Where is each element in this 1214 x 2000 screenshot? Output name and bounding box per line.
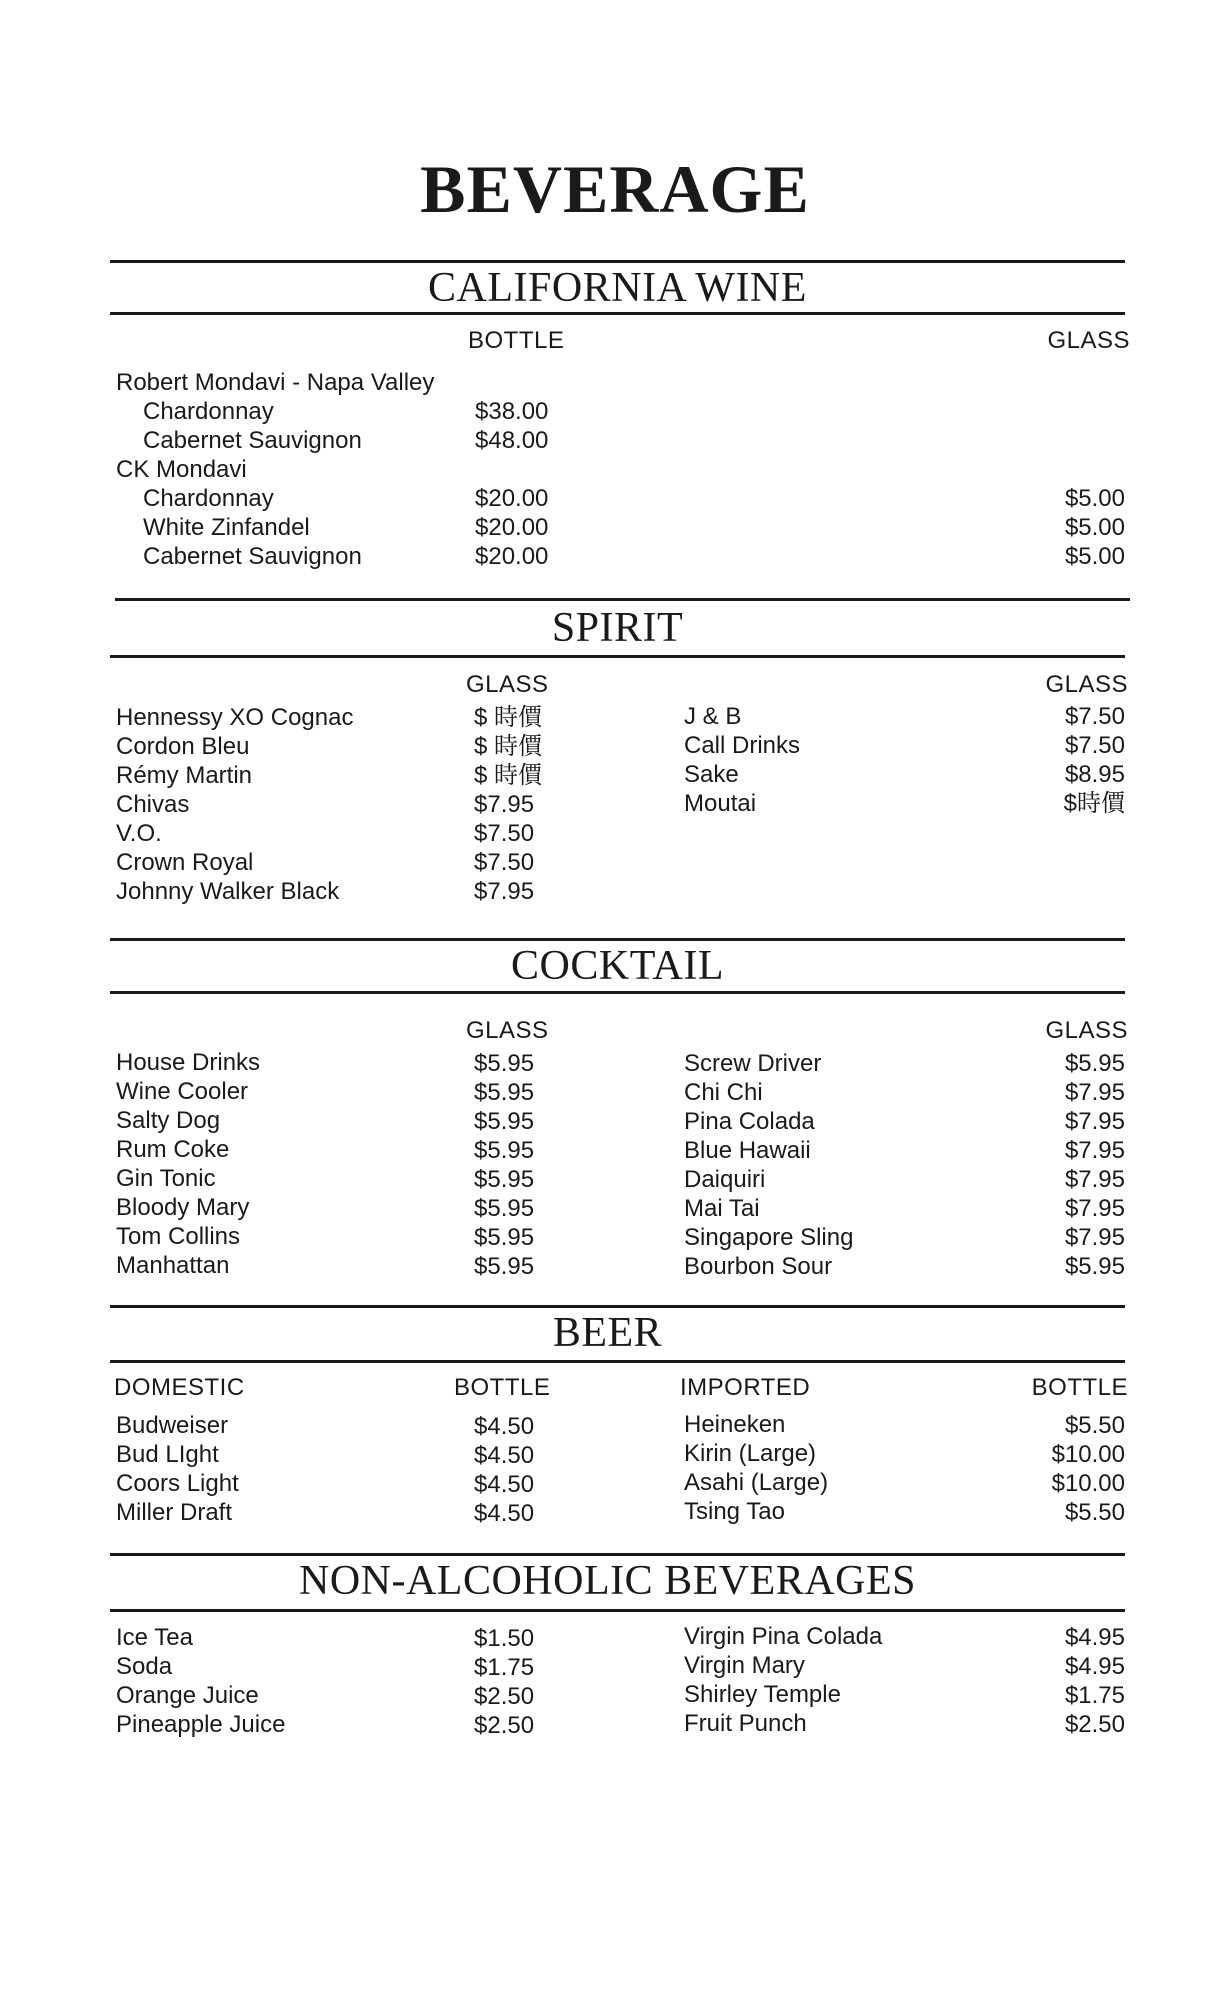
menu-item-name: Call Drinks	[684, 732, 801, 759]
menu-item-name: Cordon Bleu	[116, 733, 250, 760]
menu-item-price: $5.50	[1064, 1499, 1125, 1526]
menu-item-price: $7.95	[1064, 1166, 1125, 1193]
menu-item-name: Pina Colada	[684, 1108, 815, 1135]
menu-item-price: $5.95	[1064, 1050, 1125, 1077]
menu-item-price: $4.50	[474, 1471, 535, 1498]
menu-item-price: $7.95	[474, 878, 535, 905]
menu-item-price: $5.50	[1064, 1412, 1125, 1439]
menu-item-price: $4.95	[1064, 1624, 1125, 1651]
wine-glass-price-column	[1000, 368, 1125, 571]
cocktail-left-glass-header: GLASS	[466, 1017, 549, 1044]
cocktail-left-price-column	[474, 1049, 534, 1281]
menu-item-price: $時價	[1063, 790, 1125, 817]
page-title: BEVERAGE	[420, 151, 810, 227]
menu-item-name: Bud LIght	[116, 1441, 219, 1468]
menu-item-name: Moutai	[684, 790, 757, 817]
nonalc-right-price-column	[1000, 1623, 1125, 1739]
menu-item-price	[1000, 426, 1125, 455]
menu-item-name: Salty Dog	[116, 1107, 221, 1134]
menu-item-price: $7.50	[474, 849, 535, 876]
menu-item-price: $7.50	[1064, 732, 1125, 759]
menu-item-name: Cabernet Sauvignon	[143, 427, 362, 454]
menu-item-price: $5.95	[474, 1195, 535, 1222]
beer-domestic-header: DOMESTIC	[114, 1374, 245, 1401]
cocktail-right-price-column	[1000, 1049, 1125, 1281]
section-divider	[110, 1305, 1125, 1308]
section-heading-cocktail: COCKTAIL	[511, 943, 724, 989]
menu-item-price: $20.00	[475, 543, 549, 570]
menu-item-name: Budweiser	[116, 1412, 229, 1439]
section-divider	[115, 598, 1130, 601]
menu-item-price: $5.00	[1064, 485, 1125, 512]
menu-item-name: Chardonnay	[143, 398, 274, 425]
cocktail-right-glass-header: GLASS	[1045, 1017, 1128, 1044]
menu-item-name: Bloody Mary	[116, 1194, 250, 1221]
section-heading-nonalcoholic: NON-ALCOHOLIC BEVERAGES	[299, 1558, 916, 1604]
menu-item-price: $7.95	[1064, 1108, 1125, 1135]
menu-item-name: Asahi (Large)	[684, 1469, 829, 1496]
menu-item-name: CK Mondavi	[116, 456, 247, 483]
menu-item-name: Singapore Sling	[684, 1224, 854, 1251]
wine-name-column	[116, 368, 434, 571]
menu-item-name: House Drinks	[116, 1049, 261, 1076]
beer-imported-name-column	[684, 1410, 828, 1526]
menu-item-price: $48.00	[475, 427, 549, 454]
menu-item-price: $10.00	[1051, 1470, 1125, 1497]
menu-item-price: $ 時價	[474, 762, 543, 789]
menu-item-price: $7.95	[1064, 1195, 1125, 1222]
section-divider	[110, 1360, 1125, 1363]
menu-item-price: $4.50	[474, 1442, 535, 1469]
menu-item-price: $5.95	[474, 1166, 535, 1193]
menu-item-name: Soda	[116, 1653, 173, 1680]
menu-item-name: Heineken	[684, 1411, 786, 1438]
menu-item-price: $1.50	[474, 1625, 535, 1652]
menu-item-name: Crown Royal	[116, 849, 254, 876]
menu-item-price: $5.00	[1064, 514, 1125, 541]
wine-glass-header: GLASS	[1047, 327, 1130, 354]
spirit-right-glass-header: GLASS	[1045, 671, 1128, 698]
menu-item-price: $7.95	[474, 791, 535, 818]
beer-domestic-bottle-header: BOTTLE	[454, 1374, 551, 1401]
nonalc-right-name-column	[684, 1622, 882, 1738]
menu-item-price: $ 時價	[474, 733, 543, 760]
menu-item-price	[475, 455, 548, 484]
menu-item-name: Fruit Punch	[684, 1710, 807, 1737]
section-divider	[110, 1609, 1125, 1612]
section-divider	[110, 1553, 1125, 1556]
menu-item-price: $1.75	[1064, 1682, 1125, 1709]
menu-item-name: Rum Coke	[116, 1136, 230, 1163]
menu-item-name: Mai Tai	[684, 1195, 760, 1222]
menu-item-name: Blue Hawaii	[684, 1137, 811, 1164]
menu-item-price: $2.50	[474, 1712, 535, 1739]
menu-item-price: $7.50	[1064, 703, 1125, 730]
menu-item-price: $38.00	[475, 398, 549, 425]
menu-item-name: Daiquiri	[684, 1166, 766, 1193]
menu-item-name: V.O.	[116, 820, 162, 847]
menu-item-name: Chi Chi	[684, 1079, 763, 1106]
menu-item-price: $5.95	[474, 1253, 535, 1280]
menu-item-price: $7.95	[1064, 1224, 1125, 1251]
menu-item-price: $4.50	[474, 1500, 535, 1527]
menu-item-price: $5.95	[474, 1108, 535, 1135]
spirit-right-price-column	[1000, 702, 1125, 818]
menu-item-price: $5.95	[474, 1050, 535, 1077]
menu-item-name: Pineapple Juice	[116, 1711, 286, 1738]
menu-item-price: $4.50	[474, 1413, 535, 1440]
menu-item-price: $5.95	[474, 1224, 535, 1251]
menu-item-name: Wine Cooler	[116, 1078, 249, 1105]
wine-bottle-header: BOTTLE	[468, 327, 565, 354]
menu-item-name: Bourbon Sour	[684, 1253, 833, 1280]
menu-item-price: $1.75	[474, 1654, 535, 1681]
menu-item-name: White Zinfandel	[143, 514, 310, 541]
menu-item-name: Ice Tea	[116, 1624, 193, 1651]
menu-item-price: $20.00	[475, 485, 549, 512]
menu-item-name: Tom Collins	[116, 1223, 241, 1250]
menu-item-name: Johnny Walker Black	[116, 878, 340, 905]
section-heading-beer: BEER	[552, 1310, 663, 1356]
menu-item-price: $ 時價	[474, 704, 543, 731]
spirit-right-name-column	[684, 702, 800, 818]
section-divider	[110, 260, 1125, 263]
menu-item-name: Robert Mondavi - Napa Valley	[116, 369, 435, 396]
menu-item-name: Gin Tonic	[116, 1165, 216, 1192]
menu-item-name: Virgin Pina Colada	[684, 1623, 883, 1650]
menu-item-price: $20.00	[475, 514, 549, 541]
beer-imported-header: IMPORTED	[680, 1374, 811, 1401]
section-divider	[110, 991, 1125, 994]
menu-item-name: Tsing Tao	[684, 1498, 785, 1525]
menu-item-price	[475, 368, 548, 397]
cocktail-left-name-column	[116, 1048, 260, 1280]
section-heading-wine: CALIFORNIA WINE	[428, 265, 807, 311]
menu-item-price: $5.95	[474, 1079, 535, 1106]
nonalc-left-name-column	[116, 1623, 285, 1739]
cocktail-right-name-column	[684, 1049, 853, 1281]
menu-item-price: $7.50	[474, 820, 535, 847]
menu-item-name: Manhattan	[116, 1252, 230, 1279]
beer-domestic-price-column	[474, 1412, 534, 1528]
menu-item-name: Cabernet Sauvignon	[143, 543, 362, 570]
section-divider	[110, 655, 1125, 658]
menu-item-price: $4.95	[1064, 1653, 1125, 1680]
menu-item-price: $10.00	[1051, 1441, 1125, 1468]
menu-item-price: $5.95	[474, 1137, 535, 1164]
menu-item-price: $8.95	[1064, 761, 1125, 788]
menu-item-price: $7.95	[1064, 1137, 1125, 1164]
menu-item-name: Kirin (Large)	[684, 1440, 817, 1467]
menu-item-price: $2.50	[1064, 1711, 1125, 1738]
menu-item-price: $5.00	[1064, 543, 1125, 570]
menu-item-price	[1000, 397, 1125, 426]
beer-imported-price-column	[1000, 1411, 1125, 1527]
beer-domestic-name-column	[116, 1411, 239, 1527]
menu-item-name: Chardonnay	[143, 485, 274, 512]
menu-item-price: $5.95	[1064, 1253, 1125, 1280]
menu-item-price	[1000, 368, 1125, 397]
menu-item-name: Miller Draft	[116, 1499, 233, 1526]
menu-item-name: Hennessy XO Cognac	[116, 704, 354, 731]
menu-item-price: $7.95	[1064, 1079, 1125, 1106]
section-divider	[110, 938, 1125, 941]
section-heading-spirit: SPIRIT	[551, 605, 684, 651]
menu-item-name: Rémy Martin	[116, 762, 253, 789]
spirit-left-glass-header: GLASS	[466, 671, 549, 698]
menu-item-name: Coors Light	[116, 1470, 239, 1497]
spirit-left-name-column	[116, 703, 353, 906]
section-divider	[110, 312, 1125, 315]
menu-item-name: Chivas	[116, 791, 190, 818]
menu-item-name: J & B	[684, 703, 742, 730]
spirit-left-price-column	[474, 703, 542, 906]
menu-item-price	[1000, 455, 1125, 484]
beer-imported-bottle-header: BOTTLE	[1031, 1374, 1128, 1401]
nonalc-left-price-column	[474, 1624, 534, 1740]
menu-item-name: Virgin Mary	[684, 1652, 805, 1679]
menu-item-name: Sake	[684, 761, 739, 788]
menu-item-name: Shirley Temple	[684, 1681, 841, 1708]
menu-item-name: Screw Driver	[684, 1050, 822, 1077]
wine-bottle-price-column	[475, 368, 548, 571]
menu-item-name: Orange Juice	[116, 1682, 259, 1709]
menu-item-price: $2.50	[474, 1683, 535, 1710]
